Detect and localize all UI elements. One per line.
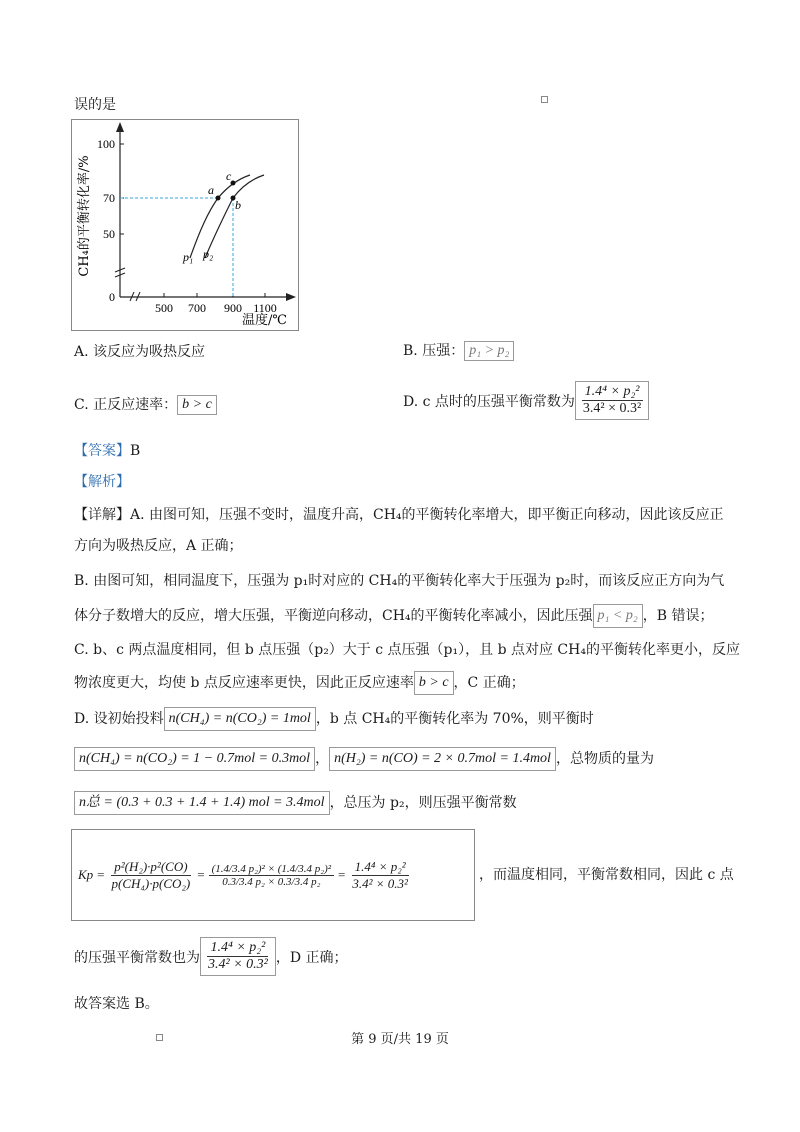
- conversion-chart: [72, 120, 298, 330]
- y-tick-label: 70: [103, 191, 115, 205]
- y-tick-label: 50: [103, 227, 115, 241]
- explain-line-12: 故答案选 B。: [74, 996, 159, 1012]
- explain-line-4-box: p₁ < p₂: [593, 604, 643, 628]
- explain-line-1: 【详解】A. 由图可知，压强不变时，温度升高，CH₄的平衡转化率增大，即平衡正向移动，因此该反应正: [74, 507, 724, 523]
- explain-line-10: ，而温度相同，平衡常数相同，因此 c 点: [479, 867, 734, 883]
- option-d: [403, 381, 649, 420]
- option-c-box: b > c: [177, 395, 217, 415]
- explain-line-6-box: b > c: [414, 671, 454, 695]
- point-a-label: a: [208, 183, 214, 197]
- x-tick-label: 1100: [253, 301, 277, 315]
- kp-lhs: Kp: [78, 867, 94, 882]
- explain-line-7b: ，b 点 CH₄的平衡转化率为 70%，则平衡时: [315, 711, 594, 727]
- option-c: [74, 394, 217, 415]
- chart-frame: [71, 119, 299, 331]
- kp-formula-box: Kp = $\frac{\text{p²(H₂)·p²(CO)}}{\text{p(CH₄)·p(CO₂)}}$ = $\frac{\text{(1.4/3.4 p₂)² × (1.4/3.4 p₂)²}}{\text{0.3/3.4 p₂ × 0.3/3.4 p₂}}$ = $\frac{\text{1.4⁴ × p₂²}}{\text{3.4² × 0.3²}}$: [71, 829, 475, 921]
- marker-square: [541, 96, 548, 103]
- curve-p2-label: p₂: [203, 247, 214, 261]
- option-b: [403, 340, 514, 361]
- point-c-label: c: [226, 169, 232, 183]
- explain-line-11b: ，D 正确；: [275, 949, 348, 966]
- analysis-label: 【解析】: [74, 474, 130, 490]
- option-c-prefix: C. 正反应速率：: [74, 397, 178, 413]
- explain-line-11-box: [200, 937, 276, 976]
- answer-value: B: [130, 443, 141, 459]
- y-axis-label: CH₄的平衡转化率/%: [77, 155, 92, 277]
- option-d-den: 3.4² × 0.3²: [582, 401, 642, 416]
- option-d-prefix: D. c 点时的压强平衡常数为: [403, 393, 575, 410]
- explain-line-2: 方向为吸热反应，A 正确；: [74, 538, 243, 554]
- kp-frac2-den: 0.3/3.4 p₂ × 0.3/3.4 p₂: [222, 875, 321, 888]
- kp-frac2-num: (1.4/3.4 p₂)² × (1.4/3.4 p₂)²: [209, 863, 334, 876]
- explain-line-6a: 物浓度更大，均使 b 点反应速率更快，因此正反应速率: [74, 675, 414, 691]
- option-b-prefix: B. 压强：: [403, 343, 465, 359]
- explain-line-4b: ，B 错误；: [642, 608, 714, 624]
- explain-line-4: [74, 604, 713, 628]
- explain-line-9: [74, 791, 517, 815]
- point-a: [216, 196, 221, 201]
- explain-line-5: C. b、c 两点温度相同，但 b 点压强（p₂）大于 c 点压强（p₁），且 b 点对应 CH₄的平衡转化率更小，反应: [74, 642, 740, 658]
- explain-line-8b: ，总物质的量为: [555, 751, 654, 767]
- x-tick-label: 900: [224, 301, 242, 315]
- explain-line-8-box2: n(H₂) = n(CO) = 2 × 0.7mol = 1.4mol: [329, 747, 556, 771]
- y-tick-label: 100: [97, 137, 115, 151]
- x-axis-arrow: [286, 293, 296, 301]
- option-a: A. 该反应为吸热反应: [74, 344, 206, 360]
- explain-line-4a: 体分子数增大的反应，增大压强，平衡逆向移动，CH₄的平衡转化率减小，因此压强: [74, 608, 593, 624]
- explain-line-9b: ，总压为 p₂，则压强平衡常数: [329, 795, 517, 811]
- explain-line-8-box1: n(CH₄) = n(CO₂) = 1 − 0.7mol = 0.3mol: [74, 747, 315, 771]
- explain-line-7-box: n(CH₄) = n(CO₂) = 1mol: [164, 707, 316, 731]
- answer-label: 【答案】: [74, 443, 130, 459]
- curve-p1-label: p₁: [183, 250, 194, 264]
- explain-line-9-box: n总 = (0.3 + 0.3 + 1.4 + 1.4) mol = 3.4mol: [74, 791, 330, 815]
- explain-line-11-den: 3.4² × 0.3²: [208, 957, 268, 972]
- explain-line-11a: 的压强平衡常数也为: [74, 949, 200, 966]
- y-tick-label: 0: [109, 290, 115, 304]
- question-text: 误的是: [74, 97, 116, 113]
- kp-frac3-num: 1.4⁴ × p₂²: [352, 859, 409, 876]
- option-d-num: 1.4⁴ × p₂²: [582, 384, 643, 401]
- explain-line-6b: ，C 正确；: [453, 675, 525, 691]
- x-tick-label: 500: [155, 301, 173, 315]
- kp-frac1-den: p(CH₄)·p(CO₂): [111, 875, 191, 891]
- kp-frac1-num: p²(H₂)·p²(CO): [111, 859, 190, 876]
- explain-line-11-num: 1.4⁴ × p₂²: [207, 940, 268, 957]
- explain-line-8: n(CH₄) = n(CO₂) = 1 − 0.7mol = 0.3mol ， n(H₂) = n(CO) = 2 × 0.7mol = 1.4mol ，总物质的量为: [74, 747, 654, 771]
- explain-line-7a: D. 设初始投料: [74, 711, 164, 727]
- explain-line-7: [74, 707, 594, 731]
- explain-line-11: [74, 937, 348, 976]
- explain-line-3: B. 由图可知，相同温度下，压强为 p₁时对应的 CH₄的平衡转化率大于压强为 p₂时，而该反应正方向为气: [74, 573, 725, 589]
- answer-line: [74, 441, 140, 461]
- explain-line-6: [74, 671, 525, 695]
- kp-frac3-den: 3.4² × 0.3²: [352, 875, 408, 891]
- y-axis-arrow: [116, 122, 124, 132]
- x-axis-label: 温度/℃: [242, 313, 287, 328]
- page-footer: 第 9 页/共 19 页: [351, 1032, 449, 1047]
- option-d-box: [575, 381, 649, 420]
- x-tick-label: 700: [188, 301, 206, 315]
- point-b-label: b: [235, 198, 241, 212]
- series-p1-line: [190, 175, 250, 258]
- option-b-box: p₁ > p₂: [464, 341, 514, 361]
